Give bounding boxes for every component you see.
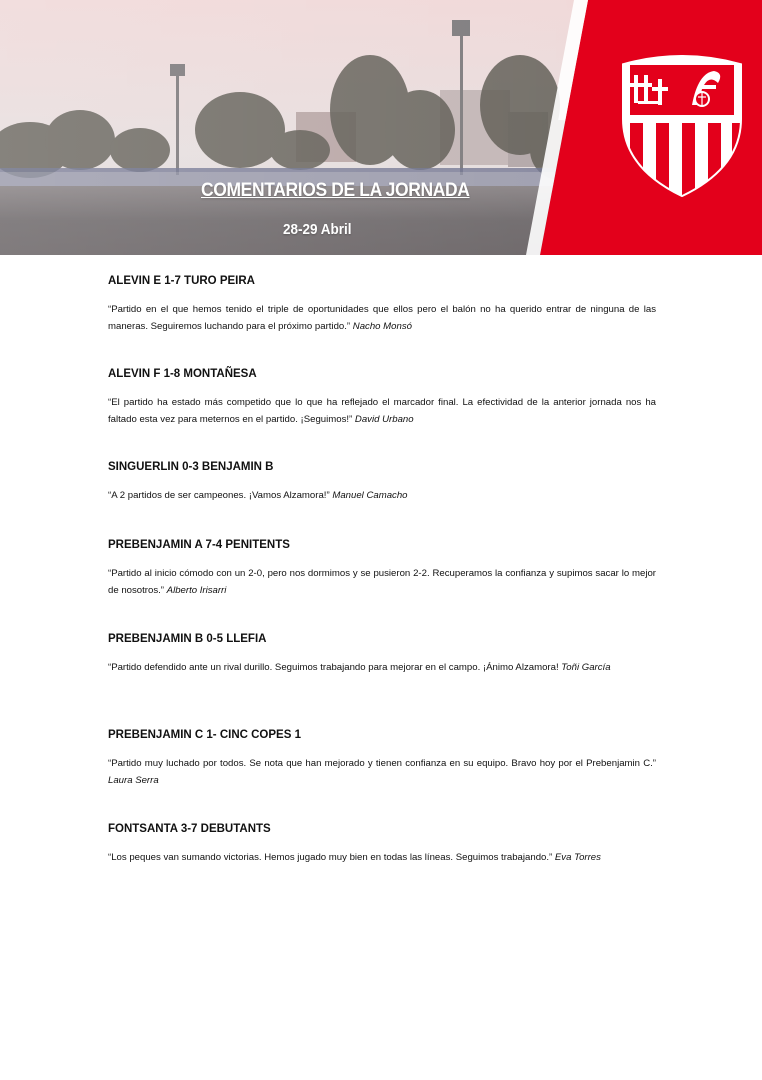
comment-author: Eva Torres (554, 852, 601, 863)
comment-text: “Partido defendido ante un rival durillo. Seguimos trabajando para mejorar en el campo. ¡Ánimo Alzamora! (108, 662, 559, 673)
match-comment (108, 395, 656, 428)
match-comments-list (108, 275, 656, 867)
match-comment (108, 302, 656, 335)
comment-author: Laura Serra (108, 774, 159, 786)
club-crest-logo (620, 55, 744, 197)
match-title: ALEVIN E 1-7 TURO PEIRA (108, 275, 255, 287)
match-title: FONTSANTA 3-7 DEBUTANTS (108, 823, 271, 835)
comment-author: Toñi García (561, 662, 611, 673)
match-item (108, 729, 656, 823)
match-comment (108, 566, 656, 599)
match-item (108, 633, 656, 729)
comment-author: Nacho Monsó (352, 320, 412, 332)
match-comment (108, 756, 656, 789)
match-title: PREBENJAMIN A 7-4 PENITENTS (108, 539, 290, 551)
comment-text: “A 2 partidos de ser campeones. ¡Vamos Alzamora!” (108, 490, 330, 501)
match-title: PREBENJAMIN B 0-5 LLEFIA (108, 633, 267, 645)
match-item (108, 461, 656, 539)
match-item (108, 823, 656, 867)
match-comment (108, 850, 656, 867)
match-title: ALEVIN F 1-8 MONTAÑESA (108, 368, 257, 380)
comment-author: Alberto Irisarri (166, 584, 227, 596)
comment-text: “Los peques van sumando victorias. Hemos jugado muy bien en todas las líneas. Seguimos trabajando.” (108, 852, 553, 863)
match-item (108, 275, 656, 368)
match-title: SINGUERLIN 0-3 BENJAMIN B (108, 461, 274, 473)
page-title: COMENTARIOS DE LA JORNADA (201, 180, 470, 201)
header-banner (0, 0, 762, 255)
comment-text: “El partido ha estado más competido que lo que ha reflejado el marcador final. La efectividad de la anterior jornada nos ha faltado esta vez para meternos en el partido. ¡Seguimos!” (108, 397, 656, 425)
comment-text: “Partido en el que hemos tenido el triple de oportunidades que ellos pero el balón no ha querido entrar de ninguna de las maneras. Seguiremos luchando para el próximo partido.” (108, 304, 656, 332)
page-date: 28-29 Abril (283, 221, 352, 238)
match-item (108, 539, 656, 633)
match-title: PREBENJAMIN C 1- CINC COPES 1 (108, 729, 301, 741)
comment-text: “Partido al inicio cómodo con un 2-0, pero nos dormimos y se pusieron 2-2. Recuperamos la confianza y supimos sacar lo mejor de nosotros.” (108, 568, 656, 596)
match-comment (108, 660, 656, 677)
match-comment (108, 488, 656, 505)
comment-author: David Urbano (354, 413, 414, 425)
match-item (108, 368, 656, 461)
comment-text: “Partido muy luchado por todos. Se nota que han mejorado y tienen confianza en su equipo. Bravo hoy por el Prebenjamin C.” (108, 758, 656, 769)
comment-author: Manuel Camacho (332, 490, 408, 501)
